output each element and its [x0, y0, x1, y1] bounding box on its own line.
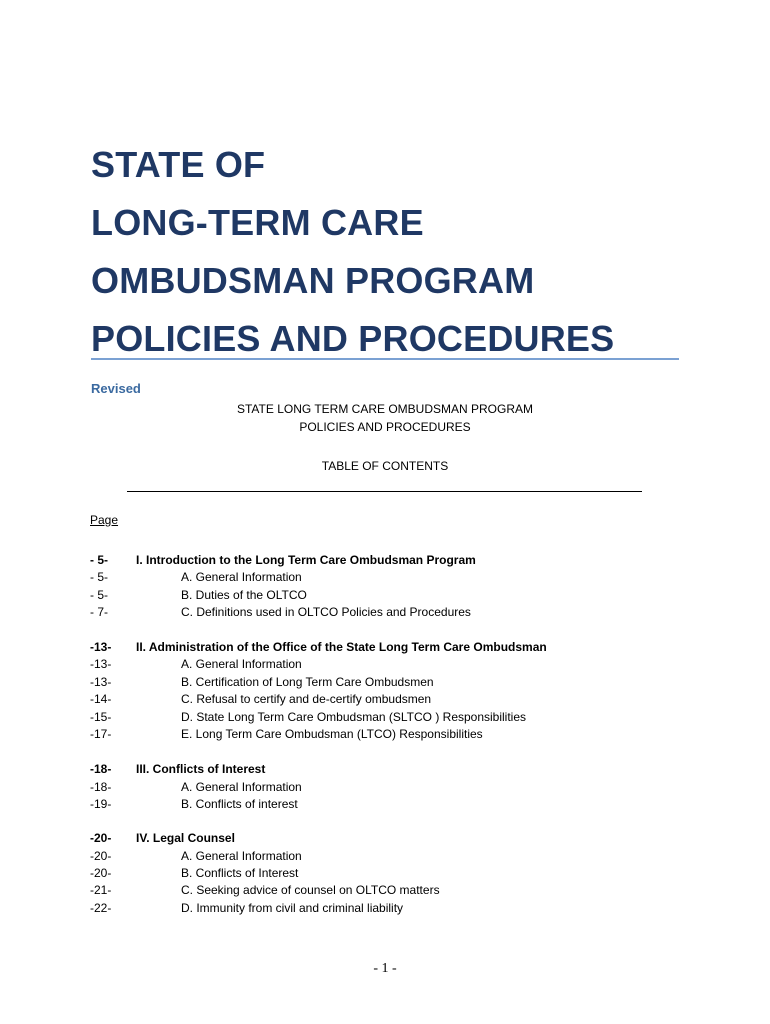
page-number: - 1 -: [373, 961, 397, 976]
toc-section-title: I. Introduction to the Long Term Care Ombudsman Program: [136, 553, 476, 567]
toc-entry-title: E. Long Term Care Ombudsman (LTCO) Responsibilities: [181, 727, 483, 741]
toc-page-number: -20-: [90, 866, 112, 880]
revised-label: Revised: [91, 381, 141, 396]
toc-page-number: - 5-: [90, 588, 108, 602]
title-line: OMBUDSMAN PROGRAM: [91, 260, 535, 301]
toc-page-number: -18-: [90, 762, 112, 776]
page-column-label: Page: [90, 513, 119, 527]
toc-entry-title: C. Seeking advice of counsel on OLTCO matters: [181, 883, 440, 897]
toc-entry-title: B. Conflicts of Interest: [181, 866, 299, 880]
toc-entry-title: B. Conflicts of interest: [181, 797, 298, 811]
toc-entry-title: A. General Information: [181, 570, 302, 584]
title-divider: [91, 358, 679, 360]
title-line: POLICIES AND PROCEDURES: [91, 318, 615, 359]
toc-entry-title: D. Immunity from civil and criminal liability: [181, 901, 404, 915]
toc-page-number: -13-: [90, 675, 112, 689]
toc-entry-title: C. Refusal to certify and de-certify ombudsmen: [181, 692, 432, 706]
toc-entry-title: D. State Long Term Care Ombudsman (SLTCO ) Responsibilities: [181, 710, 527, 724]
toc-page-number: -20-: [90, 831, 112, 845]
toc-entry-title: C. Definitions used in OLTCO Policies and Procedures: [181, 605, 471, 619]
toc-page-number: -18-: [90, 780, 112, 794]
policies-heading: POLICIES AND PROCEDURES: [299, 420, 471, 434]
program-heading: STATE LONG TERM CARE OMBUDSMAN PROGRAM: [236, 402, 534, 416]
title-line: LONG-TERM CARE: [91, 202, 424, 243]
toc-page-number: - 7-: [90, 605, 108, 619]
toc-page-number: -21-: [90, 883, 112, 897]
toc-page-number: -19-: [90, 797, 112, 811]
toc-page-number: -15-: [90, 710, 112, 724]
title-line: STATE OF: [91, 144, 266, 185]
toc-entry-title: B. Certification of Long Term Care Ombudsmen: [181, 675, 434, 689]
toc-page-number: - 5-: [90, 570, 108, 584]
toc-page-number: -20-: [90, 849, 112, 863]
toc-page-number: - 5-: [90, 553, 108, 567]
toc-section-title: IV. Legal Counsel: [136, 831, 235, 845]
toc-entry-title: A. General Information: [181, 849, 302, 863]
toc-entry-title: A. General Information: [181, 780, 302, 794]
toc-page-number: -14-: [90, 692, 112, 706]
toc-page-number: -13-: [90, 657, 112, 671]
toc-section-title: III. Conflicts of Interest: [136, 762, 266, 776]
toc-section-title: II. Administration of the Office of the State Long Term Care Ombudsman: [136, 640, 547, 654]
toc-page-number: -17-: [90, 727, 112, 741]
document-title: [91, 136, 691, 368]
toc-heading: TABLE OF CONTENTS: [321, 459, 449, 473]
toc-entry-title: A. General Information: [181, 657, 302, 671]
toc-page-number: -13-: [90, 640, 112, 654]
toc-divider: [127, 491, 642, 492]
toc-entry-title: B. Duties of the OLTCO: [181, 588, 307, 602]
toc-page-number: -22-: [90, 901, 112, 915]
